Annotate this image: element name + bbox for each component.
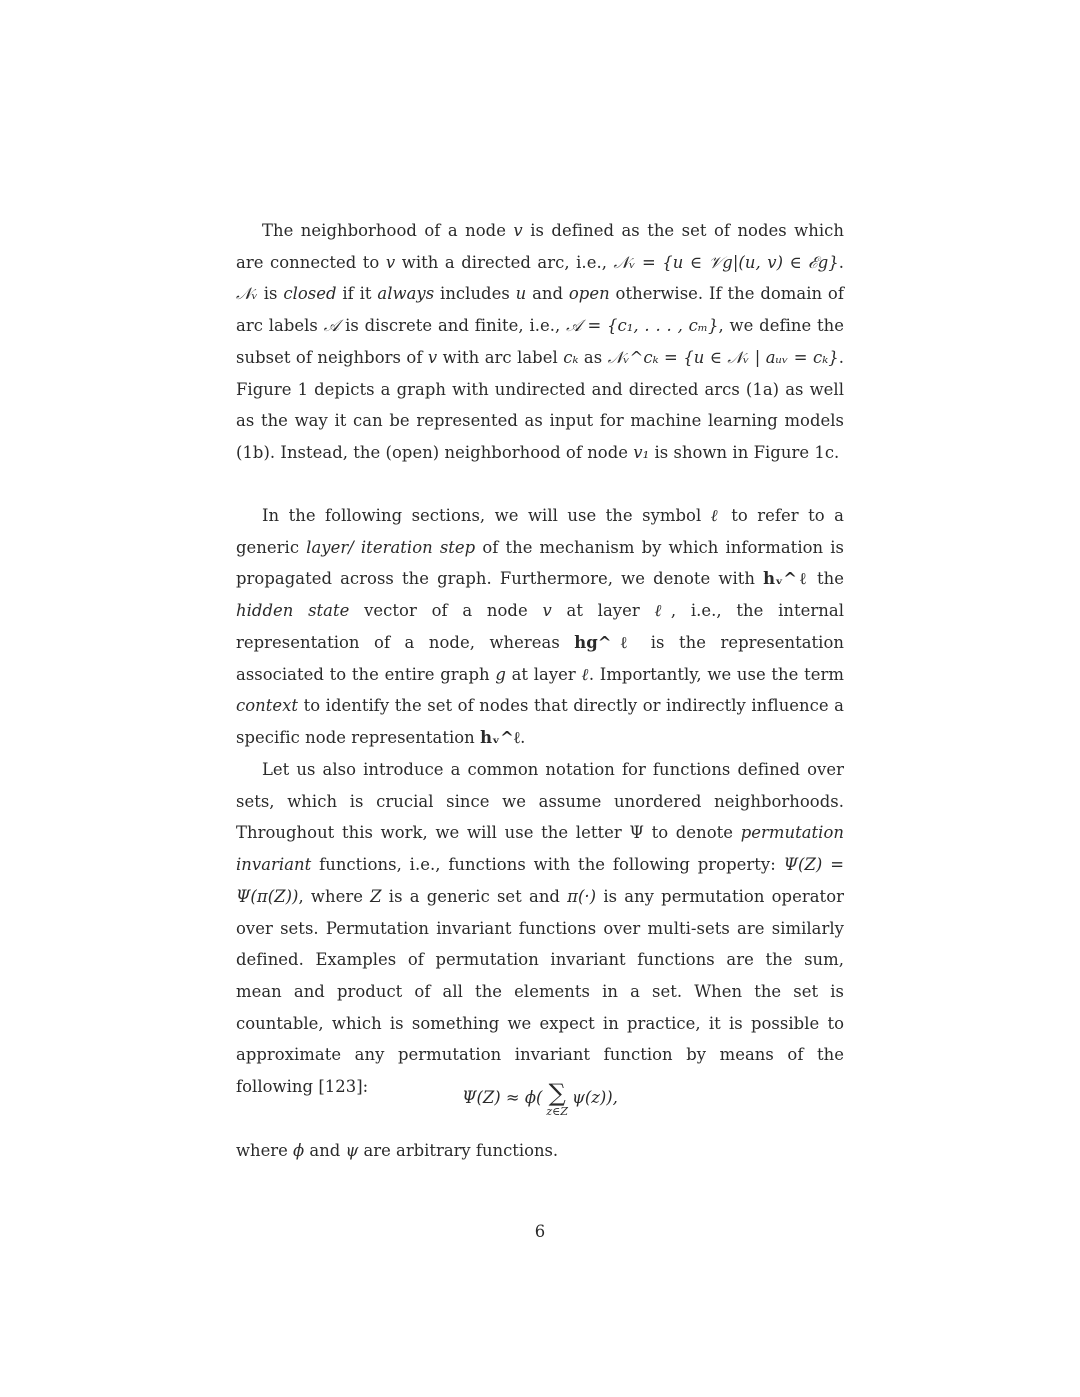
math-z: Z (370, 886, 382, 906)
text: The neighborhood of a node (262, 221, 514, 240)
paragraph-after-equation (236, 1135, 844, 1167)
emph-hidden-state: hidden state (236, 601, 350, 621)
math-v: v (385, 252, 396, 272)
equation-lhs: Ψ(Z) ≈ ϕ( (462, 1088, 543, 1107)
text: , i.e., the internal representation of a node, whereas (236, 601, 845, 652)
emph-permutation-invariant: permutation invariant (236, 823, 844, 875)
math-hidden-state-node: hᵥ^ℓ (480, 727, 521, 747)
emph-layer-iteration-step: layer/ iteration step (306, 537, 476, 557)
display-equation (236, 1079, 844, 1134)
summation-symbol: ∑ (548, 1079, 566, 1107)
math-ck: cₖ (563, 347, 579, 367)
text: at layer (551, 601, 655, 621)
math-hidden-state-graph: hg^ℓ (574, 632, 637, 652)
paragraph-permutation-invariance (236, 754, 844, 1107)
text: and (304, 1141, 346, 1160)
text: to identify the set of nodes that directly or indirectly influence a specific node representation (236, 696, 844, 747)
paragraph-neighborhood (236, 215, 844, 469)
emph-context: context (236, 696, 299, 716)
text: In the following sections, we will use the symbol (262, 506, 711, 525)
math-invariance-property: Ψ(Z) = Ψ(π(Z)) (236, 855, 844, 906)
text: is the representation associated to the entire graph (236, 632, 844, 684)
text: where (236, 1141, 294, 1160)
text: includes (434, 284, 516, 304)
text: is discrete and finite, i.e., (339, 316, 567, 336)
math-g: g (495, 664, 506, 684)
math-nv: 𝒩ᵥ (236, 284, 258, 304)
text: . (838, 252, 844, 272)
text: . Importantly, we use the term (588, 664, 844, 684)
math-pi: π(·) (567, 886, 597, 906)
emph-always: always (377, 284, 435, 304)
summation (546, 1079, 568, 1118)
text: vector of a node (349, 601, 543, 621)
text: . (520, 727, 526, 747)
text: if it (336, 284, 378, 304)
math-ell: ℓ (581, 664, 589, 684)
text: otherwise. If the domain of arc labels (236, 284, 844, 336)
equation-rhs: ψ(z)), (571, 1088, 618, 1107)
text: is shown in Figure 1c. (649, 442, 840, 462)
math-neighborhood-def: 𝒩ᵥ = {u ∈ 𝒱g|(u, v) ∈ ℰg} (613, 252, 839, 272)
math-v: v (542, 601, 552, 621)
math-v1: v₁ (633, 442, 650, 462)
text: as (578, 347, 608, 367)
text: the (808, 569, 844, 589)
text: of the mechanism by which information is propagated across the graph. Furthermore, we denote with (236, 537, 844, 589)
text: with arc label (437, 347, 564, 367)
text: are arbitrary functions. (358, 1141, 559, 1160)
math-u: u (515, 284, 527, 304)
paragraph-layer-notation (236, 500, 844, 754)
text: and (526, 284, 569, 304)
text: is (257, 284, 284, 304)
math-ell: ℓ (654, 601, 671, 621)
text: , we define the subset of neighbors of (236, 316, 845, 367)
text: to refer to a generic (236, 506, 844, 557)
math-hidden-state-node: hᵥ^ℓ (763, 569, 809, 589)
paper-page (236, 0, 844, 1397)
math-arc-domain-def: 𝒜 = {c₁, . . . , cₘ} (566, 316, 719, 336)
text: Let us also introduce a common notation for functions defined over sets, which is crucial since we assume unordered neighborhoods. Throughout this work, we will use the letter (236, 760, 844, 843)
math-labeled-neighborhood-def: 𝒩ᵥ^cₖ = {u ∈ 𝒩ᵥ | aᵤᵥ = cₖ} (607, 347, 839, 367)
math-v: v (427, 347, 438, 367)
text: . Figure 1 depicts a graph with undirected and directed arcs (1a) as well as the way it can be represented as input for machine learning models (1b). Instead, the (open) neighborhood of node (236, 347, 845, 462)
text: is defined as the set of nodes which are connected to (236, 221, 844, 272)
text: is a generic set and (381, 886, 568, 906)
math-psi-small: ψ (345, 1141, 359, 1160)
math-psi: Ψ (629, 823, 644, 843)
emph-closed: closed (283, 284, 337, 304)
text: to denote (643, 823, 741, 843)
text: with a directed arc, i.e., (395, 252, 614, 272)
emph-open: open (568, 284, 610, 304)
math-arc-domain: 𝒜 (323, 316, 340, 336)
page-number: 6 (534, 1222, 546, 1241)
math-v: v (513, 221, 523, 240)
text: , where (298, 886, 371, 906)
math-phi: ϕ (293, 1141, 305, 1160)
text: at layer (505, 664, 582, 684)
summation-index: z∈Z (546, 1105, 568, 1118)
text: is any permutation operator over sets. Permutation invariant functions over multi-sets are similarly defined. Examples of permutation invariant functions are the sum, mean and product of all the elements in a set. When the set is countable, which is something we expect in practice, it is possible to approximate any permutation invariant function by means of the following [123]: (236, 886, 844, 1097)
math-ell: ℓ (710, 506, 722, 525)
text: functions, i.e., functions with the following property: (311, 855, 784, 875)
